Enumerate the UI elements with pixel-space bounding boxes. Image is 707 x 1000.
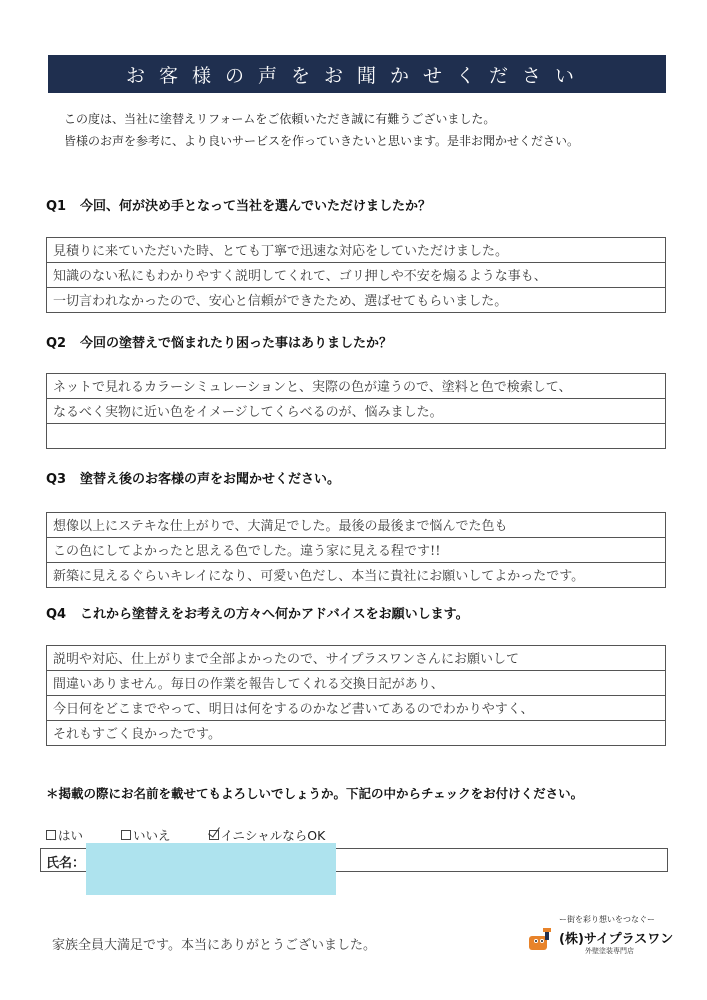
question-number: Q4 xyxy=(46,607,67,622)
question-2 xyxy=(46,332,392,351)
answer-line xyxy=(46,646,666,671)
question-text: 今回、何が決め手となって当社を選んでいただけましたか？ xyxy=(80,199,432,214)
answer-line xyxy=(46,263,666,288)
answer-box-2 xyxy=(46,373,666,449)
handwritten-answer: 今日何をどこまでやって、明日は何をするのかなど書いてあるのでわかりやすく、 xyxy=(53,702,534,717)
logo-subtitle: 外壁塗装専門店 xyxy=(585,947,634,955)
page-title: お客様の声をお聞かせください xyxy=(48,55,666,93)
checkbox-yes[interactable] xyxy=(46,830,56,840)
company-logo xyxy=(525,914,685,972)
question-text: これから塗替えをお考えの方々へ何かアドバイスをお願いします。 xyxy=(80,607,469,622)
handwritten-answer: この色にしてよかったと思える色でした。違う家に見える程です!! xyxy=(53,544,441,559)
handwritten-answer: それもすごく良かったです。 xyxy=(53,727,221,742)
option-label: いいえ xyxy=(133,828,171,843)
answer-box-3 xyxy=(46,512,666,588)
handwritten-answer: 想像以上にステキな仕上がりで、大満足でした。最後の最後まで悩んでた色も xyxy=(53,519,508,534)
redacted-name-overlay xyxy=(86,843,336,895)
answer-line xyxy=(46,288,666,313)
handwritten-answer: 説明や対応、仕上がりまで全部よかったので、サイプラスワンさんにお願いして xyxy=(53,652,520,667)
question-number: Q1 xyxy=(46,199,67,214)
answer-line xyxy=(46,538,666,563)
handwritten-answer: 間違いありません。毎日の作業を報告してくれる交換日記があり、 xyxy=(53,677,444,692)
checkbox-no[interactable] xyxy=(121,830,131,840)
checkbox-initials-checked[interactable] xyxy=(209,830,219,840)
handwritten-footer-note: 家族全員大満足です。本当にありがとうございました。 xyxy=(52,938,376,953)
answer-line xyxy=(46,513,666,538)
handwritten-answer: なるべく実物に近い色をイメージしてくらべるのが、悩みました。 xyxy=(53,405,443,420)
answer-line xyxy=(46,399,666,424)
answer-line xyxy=(46,238,666,263)
intro-text xyxy=(64,108,579,152)
option-yes[interactable] xyxy=(46,826,83,844)
question-text: 今回の塗替えで悩まれたり困った事はありましたか？ xyxy=(80,336,393,351)
logo-brand: (株)サイプラスワン xyxy=(559,932,674,947)
option-no[interactable] xyxy=(121,826,171,844)
answer-line xyxy=(46,696,666,721)
option-label: イニシャルならOK xyxy=(220,828,326,843)
logo-tagline: ー街を彩り想いをつなぐー xyxy=(559,915,655,924)
publish-options xyxy=(46,826,325,844)
mascot-icon xyxy=(525,926,555,956)
publish-note: ＊掲載の際にお名前を載せてもよろしいでしょうか。下記の中からチェックをお付けください。 xyxy=(46,786,584,801)
answer-line xyxy=(46,563,666,588)
intro-line: 皆様のお声を参考に、より良いサービスを作っていきたいと思います。是非お聞かせください。 xyxy=(64,134,580,148)
answer-line xyxy=(46,424,666,449)
question-text: 塗替え後のお客様の声をお聞かせください。 xyxy=(80,472,341,487)
option-label: はい xyxy=(58,828,84,843)
question-number: Q3 xyxy=(46,472,67,487)
question-3 xyxy=(46,468,340,487)
question-number: Q2 xyxy=(46,336,67,351)
question-1 xyxy=(46,195,431,214)
handwritten-answer: ネットで見れるカラーシミュレーションと、実際の色が違うので、塗料と色で検索して、 xyxy=(53,380,572,395)
handwritten-answer: 見積りに来ていただいた時、とても丁寧で迅速な対応をしていただけました。 xyxy=(53,244,509,259)
option-initials[interactable] xyxy=(209,826,326,844)
question-4 xyxy=(46,603,469,622)
answer-line xyxy=(46,671,666,696)
answer-box-1 xyxy=(46,237,666,313)
handwritten-answer: 新築に見えるぐらいキレイになり、可愛い色だし、本当に貴社にお願いしてよかったです。 xyxy=(53,569,585,584)
intro-line: この度は、当社に塗替えリフォームをご依頼いただき誠に有難うございました。 xyxy=(64,112,496,126)
answer-line xyxy=(46,374,666,399)
name-label: 氏名： xyxy=(46,856,86,871)
handwritten-answer: 一切言われなかったので、安心と信頼ができたため、選ばせてもらいました。 xyxy=(53,294,508,309)
handwritten-answer: 知識のない私にもわかりやすく説明してくれて、ゴリ押しや不安を煽るような事も、 xyxy=(53,269,547,284)
answer-line xyxy=(46,721,666,746)
answer-box-4 xyxy=(46,645,666,746)
